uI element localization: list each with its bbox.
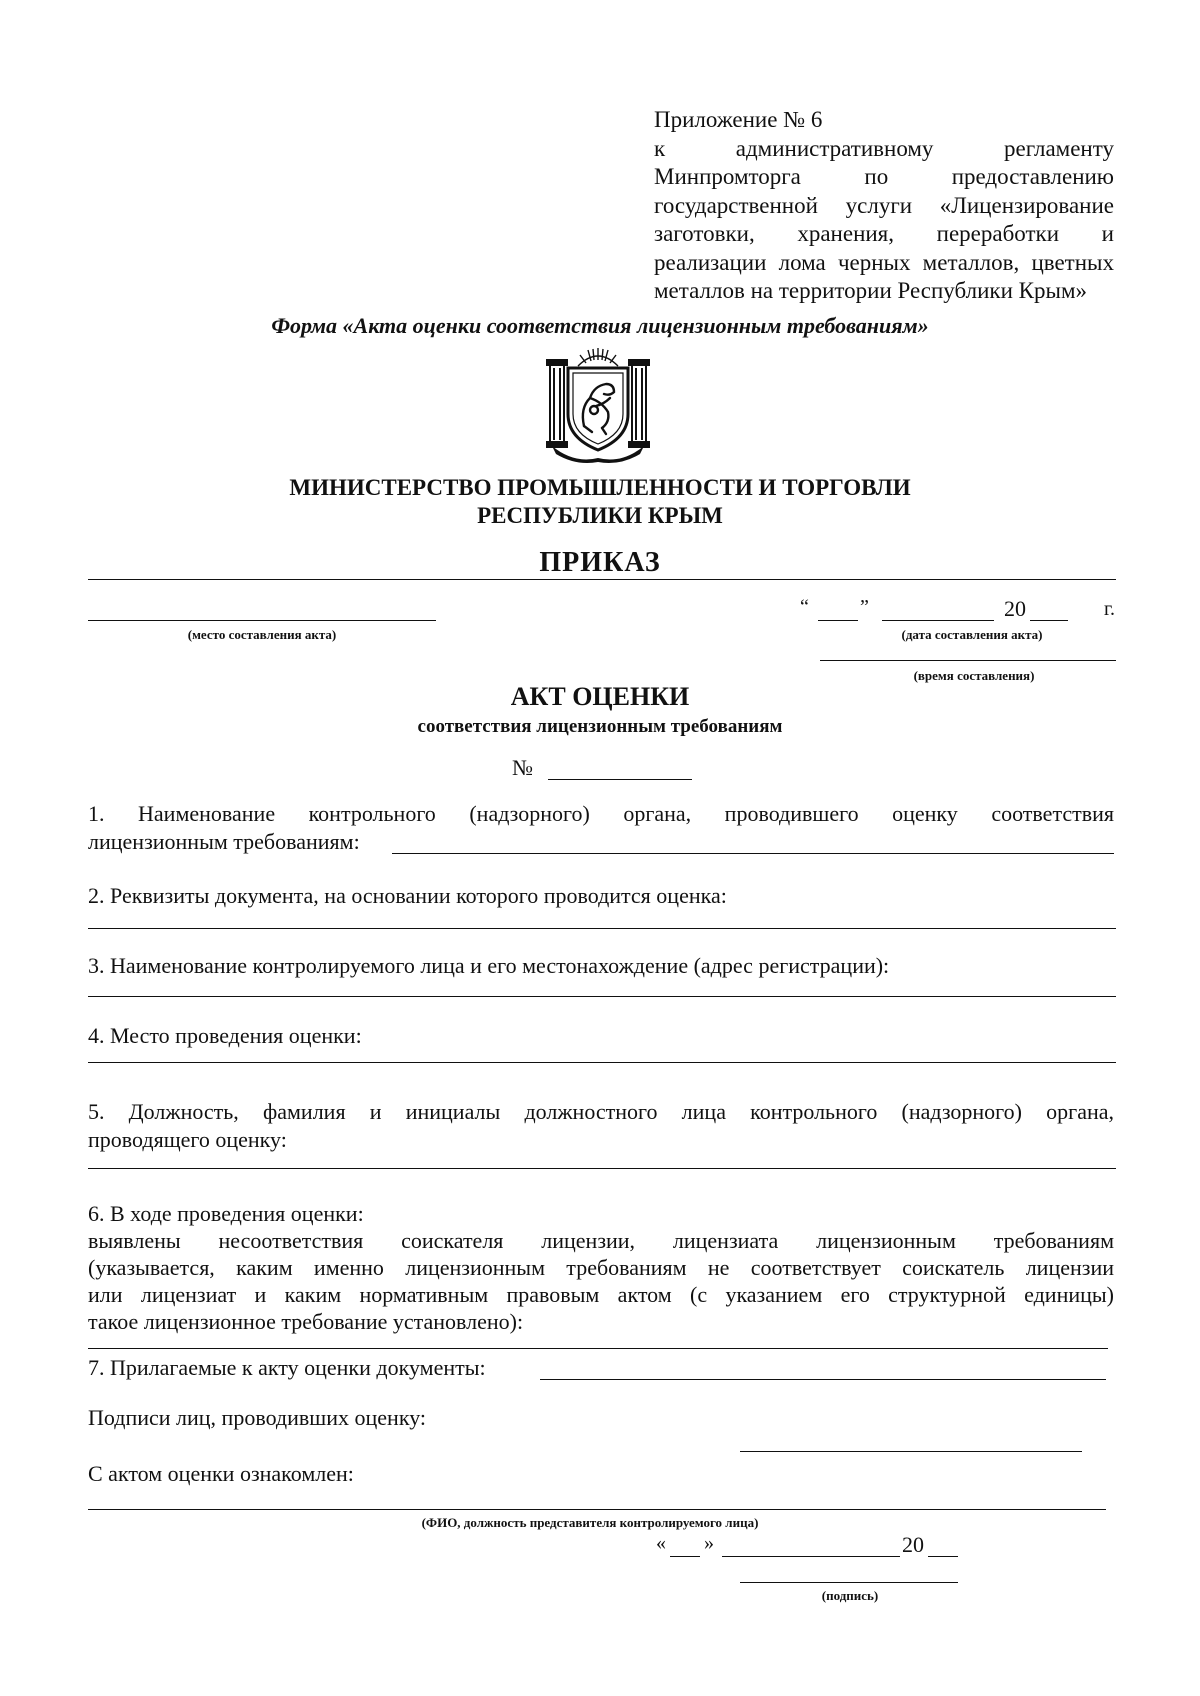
place-caption: (место составления акта) (187, 627, 337, 642)
ministry-line-2: РЕСПУБЛИКИ КРЫМ (477, 503, 723, 528)
sign-date-year-line (928, 1556, 958, 1557)
ministry-name (0, 474, 1200, 530)
sign-date-month-line (722, 1556, 900, 1557)
fio-line (88, 1509, 1106, 1510)
item-4-field-line (88, 1062, 1116, 1063)
item-2-field-line (88, 928, 1116, 929)
act-number-label: № (512, 755, 533, 780)
act-number-line (548, 779, 692, 780)
appendix-line: заготовки, хранения, переработки и (654, 221, 1114, 246)
order-title: ПРИКАЗ (539, 547, 661, 578)
date-year-prefix: 20 (1004, 596, 1026, 621)
item-6-line-2: (указывается, каким именно лицензионным требованиям не соответствует соискатель лицензии (88, 1255, 1114, 1280)
item-3: 3. Наименование контролируемого лица и его местонахождение (адрес регистрации): (88, 953, 890, 978)
time-field-line (820, 660, 1116, 661)
signature-line (740, 1582, 958, 1583)
act-title: АКТ ОЦЕНКИ (510, 682, 690, 711)
item-3-field-line (88, 996, 1116, 997)
acquainted-label: С актом оценки ознакомлен: (88, 1461, 354, 1486)
item-6-line-4: такое лицензионное требование установлено): (88, 1309, 524, 1334)
appendix-line: реализации лома черных металлов, цветных (654, 249, 1114, 275)
item-6-heading: 6. В ходе проведения оценки: (88, 1201, 364, 1226)
signed-by-label: Подписи лиц, проводивших оценку: (88, 1405, 427, 1430)
date-month-line (882, 620, 994, 621)
item-5-line-2: проводящего оценку: (88, 1127, 287, 1152)
appendix-block (654, 106, 1114, 306)
item-7-field-line (540, 1379, 1106, 1380)
sign-date-quote-open: « (656, 1532, 666, 1554)
place-field-line (88, 620, 436, 621)
date-quote-close: ” (860, 596, 869, 618)
appendix-number: Приложение № 6 (654, 107, 823, 132)
appendix-line: государственной услуги «Лицензирование (654, 192, 1114, 218)
signature-caption: (подпись) (821, 1588, 879, 1603)
sign-date-quote-close: » (704, 1532, 714, 1554)
date-caption: (дата составления акта) (901, 627, 1043, 642)
appendix-line: Минпромторга по предоставлению (654, 164, 1114, 189)
item-6-field-line (88, 1348, 1108, 1349)
appendix-line: к административному регламенту (654, 135, 1114, 161)
item-1-line-1: 1. Наименование контрольного (надзорного) органа, проводившего оценку соответствия (88, 801, 1114, 826)
date-suffix: г. (1104, 598, 1115, 620)
crimea-emblem-icon (544, 342, 652, 464)
item-1-field-line (392, 853, 1114, 854)
item-6-line-3: или лицензиат и каким нормативным правовым актом (с указанием его структурной единицы) (88, 1282, 1114, 1307)
appendix-line: металлов на территории Республики Крым» (654, 278, 1088, 303)
date-day-line (818, 620, 858, 621)
time-caption: (время составления) (913, 668, 1035, 683)
fio-caption: (ФИО, должность представителя контролируемого лица) (421, 1515, 759, 1530)
signer-line (740, 1451, 1082, 1452)
date-year-line (1030, 620, 1068, 621)
item-6-line-1: выявлены несоответствия соискателя лицензии, лицензиата лицензионным требованиям (88, 1228, 1114, 1253)
sign-date-day-line (670, 1556, 700, 1557)
item-2: 2. Реквизиты документа, на основании которого проводится оценка: (88, 883, 727, 908)
ministry-line-1: МИНИСТЕРСТВО ПРОМЫШЛЕННОСТИ И ТОРГОВЛИ (289, 475, 911, 500)
act-subtitle: соответствия лицензионным требованиям (417, 716, 783, 737)
divider-line (88, 579, 1116, 580)
sign-date-year: 20 (902, 1532, 924, 1557)
form-title: Форма «Акта оценки соответствия лицензионным требованиям» (271, 313, 929, 338)
item-4: 4. Место проведения оценки: (88, 1023, 362, 1048)
item-7: 7. Прилагаемые к акту оценки документы: (88, 1355, 486, 1380)
date-quote-open: “ (800, 596, 809, 618)
item-5-field-line (88, 1168, 1116, 1169)
item-5-line-1: 5. Должность, фамилия и инициалы должностного лица контрольного (надзорного) органа, (88, 1099, 1114, 1124)
item-1-line-2: лицензионным требованиям: (88, 829, 360, 854)
